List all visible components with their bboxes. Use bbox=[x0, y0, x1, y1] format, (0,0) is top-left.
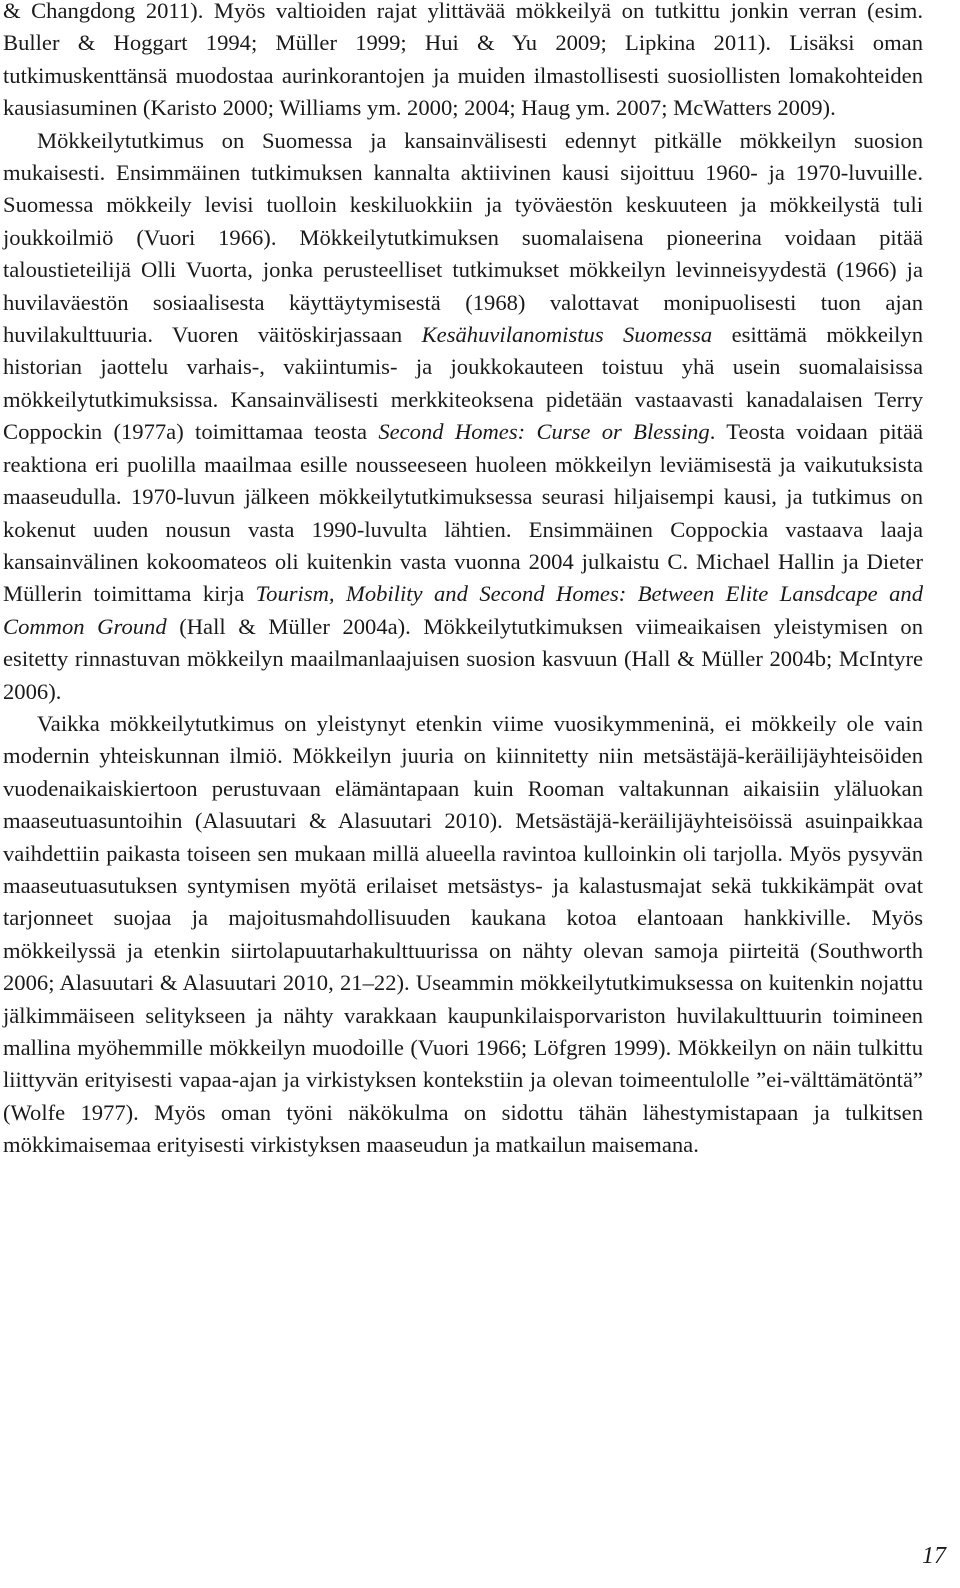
paragraph-3 bbox=[3, 708, 923, 1162]
italic-title: Kesähuvilanomistus Suomessa bbox=[421, 322, 713, 348]
text-run: Mökkeilytutkimus on Suomessa ja kansainvälisesti edennyt pitkälle mökkeilyn suosion mukaisesti. Ensimmäinen tutkimuksen kannalta aktiivinen kausi sijoittuu 1960- ja 1970-luvuille. Suomessa mökkeily levisi tuolloin keskiluokkiin ja työväestön keskuuteen ja mökkeilystä tuli joukkoilmiö (Vuori 1966). Mökkeilytutkimuksen suomalaisena pioneerina voidaan pitää taloustieteilijä Olli Vuorta, jonka perusteelliset tutkimukset mökkeilyn levinneisyydestä (1966) ja huvilaväestön sosiaalisesta käyttäytymisestä (1968) valottavat monipuolisesti tuon ajan huvilakulttuuria. Vuoren väitöskirjassaan bbox=[3, 127, 923, 348]
italic-title: Tourism, Mobility and Second Homes: Between Elite Lansdcape and Common Ground bbox=[3, 581, 923, 639]
text-run: Vaikka mökkeilytutkimus on yleistynyt etenkin viime vuosikymmeninä, ei mökkeily ole vain modernin yhteiskunnan ilmiö. Mökkeilyn juuria on kiinnitetty niin metsästäjä-keräilijäyhteisöiden vuodenaikaiskiertoon perustuvaan elämäntapaan kuin Rooman valtakunnan aikaisiin yläluokan maaseutuasuntoihin (Alasuutari & Alasuutari 2010). Metsästäjä-keräilijäyhteisöissä asuinpaikkaa vaihdettiin paikasta toiseen sen mukaan millä alueella ravintoa kulloinkin oli tarjolla. Myös pysyvän maaseutuasutuksen syntymisen myötä erilaiset metsästys- ja kalastusmajat sekä tukkikämpät ovat tarjonneet suojaa ja majoitusmahdollisuuden kaukana kotoa elantoaan hankkiville. Myös mökkeilyssä ja etenkin siirtolapuutarhakulttuurissa on nähty olevan samoja piirteitä (Southworth 2006; Alasuutari & Alasuutari 2010, 21–22). Useammin mökkeilytutkimuksessa on kuitenkin nojattu jälkimmäiseen selitykseen ja nähty varakkaan kaupunkilaisporvariston huvilakulttuurin toimineen mallina myöhemmille mökkeilyn muodoille (Vuori 1966; Löfgren 1999). Mökkeilyn on näin tulkittu liittyvän erityisesti vapaa-ajan ja virkistyksen kontekstiin ja olevan toimeentulolle ”ei-välttämätöntä” (Wolfe 1977). Myös oman työni näkökulma on sidottu tähän lähestymistapaan ja tulkitsen mökkimaisemaa erityisesti virkistyksen maaseudun ja matkailun maisemana. bbox=[3, 710, 923, 1158]
italic-title: Second Homes: Curse or Blessing bbox=[378, 419, 710, 445]
text-run: & Changdong 2011). Myös valtioiden rajat ylittävää mökkeilyä on tutkittu jonkin verran (esim. Buller & Hoggart 1994; Müller 1999; Hui & Yu 2009; Lipkina 2011). Lisäksi oman tutkimuskenttänsä muodostaa aurinkorantojen ja muiden ilmastollisesti suosiollisten lomakohteiden kausiasuminen (Karisto 2000; Williams ym. 2000; 2004; Haug ym. 2007; McWatters 2009). bbox=[3, 0, 923, 121]
body-text bbox=[3, 0, 923, 1162]
text-run: esittämä mökkeilyn historian jaottelu varhais-, vakiintumis- ja joukkokauteen toistuu yhä usein suomalaisissa mökkeilytutkimuksissa. Kansainvälisesti merkkiteoksena pidetään vastaavasti kanadalaisen Terry Coppockin (1977a) toimittamaa teosta bbox=[3, 322, 923, 445]
paragraph-2 bbox=[3, 125, 923, 708]
text-run: . Teosta voidaan pitää reaktiona eri puolilla maailmaa esille nousseeseen huoleen mökkeilyn leviämisestä ja vaikutuksista maaseudulla. 1970-luvun jälkeen mökkeilytutkimuksessa seurasi hiljaisempi kausi, ja tutkimus on kokenut uuden nousun vasta 1990-luvulta lähtien. Ensimmäinen Coppockia vastaava laaja kansainvälinen kokoomateos oli kuitenkin vasta vuonna 2004 julkaistu C. Michael Hallin ja Dieter Müllerin toimittama kirja bbox=[3, 419, 923, 607]
text-run: (Hall & Müller 2004a). Mökkeilytutkimuksen viimeaikaisen yleistymisen on esitetty rinnastuvan mökkeilyn maailmanlaajuisen suosion kasvuun (Hall & Müller 2004b; McIntyre 2006). bbox=[3, 613, 923, 704]
paragraph-1 bbox=[3, 0, 923, 125]
page-number: 17 bbox=[922, 1543, 946, 1569]
